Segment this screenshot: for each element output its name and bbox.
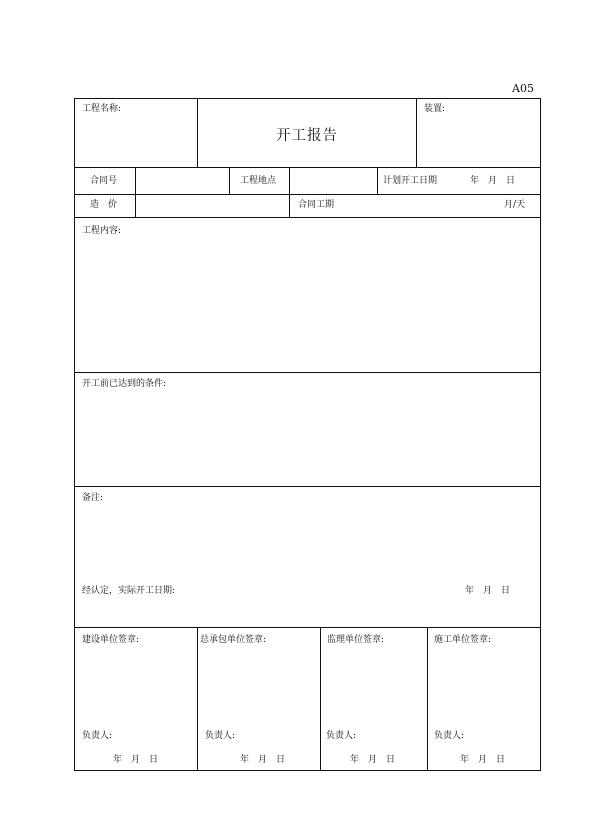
- divider-contract-3: [289, 167, 290, 217]
- sign-supervisor-label: 监理单位签章:: [327, 635, 385, 645]
- planned-start-label: 计划开工日期: [383, 176, 438, 186]
- form-code: A05: [512, 82, 534, 95]
- sign-supervisor-person: 负责人:: [326, 731, 357, 741]
- divider-contract-2: [229, 167, 230, 194]
- divider-cost-row: [74, 217, 541, 218]
- sign-supervisor-date: 年 月 日: [350, 755, 396, 765]
- divider-sign-1: [197, 627, 198, 771]
- divider-header-right: [416, 98, 417, 167]
- sign-owner-date: 年 月 日: [113, 755, 159, 765]
- sign-general-contractor-person: 负责人:: [205, 731, 236, 741]
- contract-duration-unit: 月/天: [504, 200, 526, 210]
- divider-header-bottom: [74, 167, 541, 168]
- preconditions-label: 开工前已达到的条件:: [82, 379, 167, 389]
- sign-general-contractor-date: 年 月 日: [240, 755, 286, 765]
- sign-construction-label: 施工单位签章:: [434, 635, 492, 645]
- divider-contract-4: [377, 167, 378, 194]
- divider-sign-2: [320, 627, 321, 771]
- divider-content-bottom: [74, 372, 541, 373]
- divider-remarks-bottom: [74, 627, 541, 628]
- actual-start-label: 经认定，实际开工日期:: [82, 586, 176, 596]
- cost-field[interactable]: [137, 196, 287, 215]
- sign-owner-person: 负责人:: [82, 731, 113, 741]
- planned-start-date: 年 月 日: [470, 176, 516, 186]
- divider-sign-3: [427, 627, 428, 771]
- contract-no-field[interactable]: [137, 169, 227, 192]
- location-field[interactable]: [291, 169, 375, 192]
- divider-contract-row: [74, 194, 541, 195]
- work-content-label: 工程内容:: [82, 226, 122, 236]
- contract-no-label: 合同号: [90, 176, 118, 186]
- actual-start-date: 年 月 日: [465, 586, 511, 596]
- form-title: 开工报告: [276, 128, 338, 144]
- cost-label: 造 价: [90, 200, 118, 210]
- contract-duration-label: 合同工期: [298, 200, 335, 210]
- sign-general-contractor-label: 总承包单位签章:: [200, 635, 267, 645]
- remarks-label: 备注:: [82, 493, 104, 503]
- sign-construction-date: 年 月 日: [460, 755, 506, 765]
- divider-conditions-bottom: [74, 486, 541, 487]
- sign-owner-label: 建设单位签章:: [82, 635, 140, 645]
- divider-contract-1: [135, 167, 136, 217]
- sign-construction-person: 负责人:: [434, 731, 465, 741]
- project-name-label: 工程名称:: [82, 104, 122, 114]
- device-label: 装置:: [424, 104, 446, 114]
- location-label: 工程地点: [240, 176, 277, 186]
